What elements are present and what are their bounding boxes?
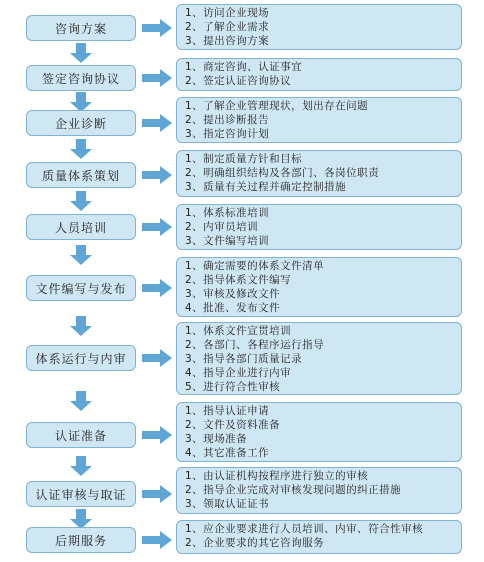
step-item: 1、确定需要的体系文件清单 (185, 260, 325, 272)
stage-label: 体系运行与内审 (35, 351, 127, 366)
down-arrow-icon (69, 191, 93, 211)
step-item: 1、指导认证申请 (185, 405, 270, 417)
stage-quality-system-planning (26, 162, 136, 188)
stage-label: 后期服务 (54, 533, 107, 548)
down-arrow-icon (69, 92, 93, 112)
stage-document-writing-release (26, 275, 136, 301)
right-arrow-icon (142, 279, 172, 297)
stage-document-writing-release-details (176, 257, 462, 317)
right-arrow-icon (142, 485, 172, 503)
step-item: 3、审核及修改文件 (185, 288, 281, 300)
stage-enterprise-diagnosis (26, 110, 136, 136)
down-arrow-icon (69, 316, 93, 336)
step-item: 1、体系标准培训 (185, 207, 270, 219)
step-item: 3、指定咨询计划 (185, 128, 270, 140)
step-item: 4、批准、发布文件 (185, 302, 281, 314)
step-item: 4、指导企业进行内审 (185, 367, 292, 379)
step-item: 1、访问企业现场 (185, 7, 270, 19)
step-item: 3、现场准备 (185, 433, 248, 445)
step-item: 3、文件编写培训 (185, 235, 270, 247)
stage-audit-certification-details (176, 467, 462, 514)
stage-after-service-details (176, 520, 462, 554)
stage-certification-preparation (26, 422, 136, 448)
stage-enterprise-diagnosis-details (176, 97, 462, 143)
step-item: 2、指导体系文件编写 (185, 274, 292, 286)
right-arrow-icon (142, 349, 172, 367)
step-item: 5、进行符合性审核 (185, 381, 281, 393)
stage-label: 认证审核与取证 (35, 487, 127, 502)
right-arrow-icon (142, 218, 172, 236)
right-arrow-icon (142, 426, 172, 444)
stage-certification-preparation-details (176, 402, 462, 462)
stage-quality-system-planning-details (176, 150, 462, 197)
stage-label: 咨询方案 (54, 21, 107, 36)
step-item: 1、制定质量方针和目标 (185, 153, 303, 165)
step-item: 4、其它准备工作 (185, 447, 270, 459)
step-item: 2、各部门、各程序运行指导 (185, 339, 325, 351)
step-item: 2、了解企业需求 (185, 21, 270, 33)
right-arrow-icon (142, 531, 172, 549)
down-arrow-icon (69, 391, 93, 411)
right-arrow-icon (142, 114, 172, 132)
down-arrow-icon (69, 245, 93, 265)
stage-system-operation-audit (26, 345, 136, 371)
step-item: 3、提出咨询方案 (185, 35, 270, 47)
stage-staff-training-details (176, 204, 462, 250)
step-item: 2、指导企业完成对审核发现问题的纠正措施 (185, 484, 402, 496)
down-arrow-icon (69, 43, 93, 63)
stage-staff-training (26, 214, 136, 240)
step-item: 2、签定认证咨询协议 (185, 75, 292, 87)
down-arrow-icon (69, 139, 93, 159)
stage-label: 认证准备 (54, 428, 107, 443)
stage-sign-agreement-details (176, 58, 462, 91)
down-arrow-icon (69, 509, 93, 529)
step-item: 2、明确组织结构及各部门、各岗位职责 (185, 167, 380, 179)
stage-audit-certification (26, 481, 136, 507)
step-item: 2、内审员培训 (185, 221, 259, 233)
stage-consulting-plan (26, 15, 136, 41)
stage-label: 质量体系策划 (41, 168, 120, 183)
down-arrow-icon (69, 456, 93, 476)
step-item: 1、了解企业管理现状，划出存在问题 (185, 100, 369, 112)
step-item: 1、由认证机构按程序进行独立的审核 (185, 470, 369, 482)
step-item: 1、应企业要求进行人员培训、内审、符合性审核 (185, 523, 424, 535)
right-arrow-icon (142, 166, 172, 184)
step-item: 2、企业要求的其它咨询服务 (185, 537, 325, 549)
step-item: 2、提出诊断报告 (185, 114, 270, 126)
stage-sign-agreement (26, 65, 136, 91)
step-item: 3、质量有关过程并确定控制措施 (185, 181, 347, 193)
step-item: 3、领取认证证书 (185, 498, 270, 510)
stage-label: 文件编写与发布 (35, 281, 127, 296)
right-arrow-icon (142, 19, 172, 37)
stage-consulting-plan-details (176, 4, 462, 50)
step-item: 3、指导各部门质量记录 (185, 353, 303, 365)
stage-label: 企业诊断 (54, 116, 107, 131)
stage-after-service (26, 527, 136, 553)
step-item: 1、体系文件宣贯培训 (185, 325, 292, 337)
stage-label: 签定咨询协议 (41, 71, 120, 86)
stage-label: 人员培训 (54, 220, 107, 235)
stage-system-operation-audit-details (176, 322, 462, 395)
step-item: 2、文件及资料准备 (185, 419, 281, 431)
step-item: 1、商定咨询、认证事宜 (185, 61, 303, 73)
right-arrow-icon (142, 69, 172, 87)
